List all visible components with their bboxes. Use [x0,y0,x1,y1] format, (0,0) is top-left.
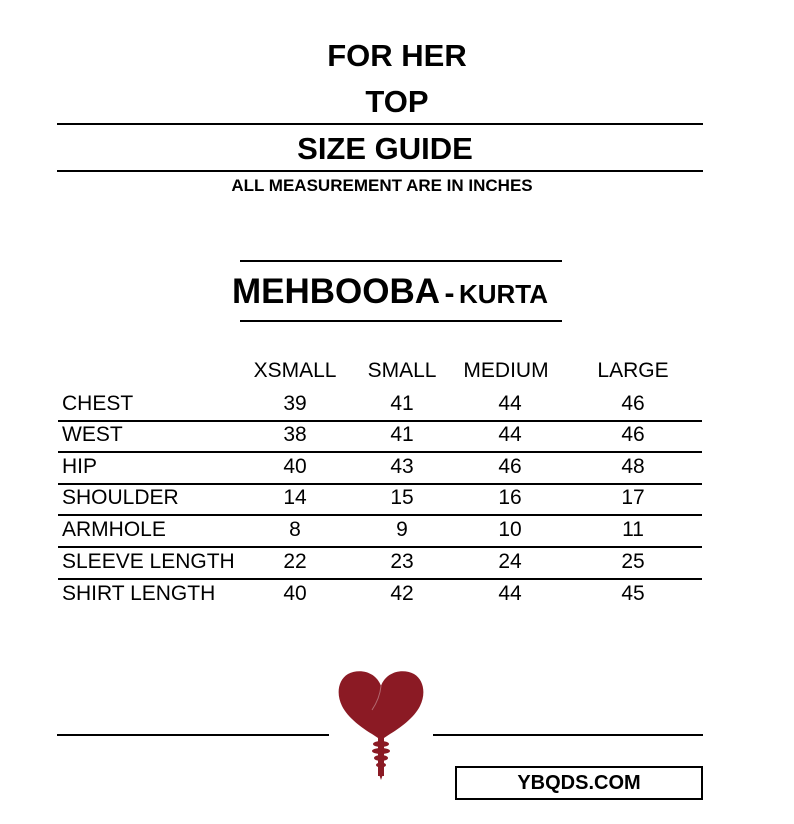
cell-small: 15 [390,486,414,509]
row-label: WEST [62,423,123,446]
website-label: YBQDS.COM [455,766,703,800]
row-label: SHIRT LENGTH [62,582,216,605]
cell-medium: 24 [498,550,522,573]
cell-small: 43 [390,455,414,478]
cell-large: 11 [622,518,644,541]
product-separator: - [444,277,455,310]
table-row [58,389,702,422]
product-name: MEHBOOBA [231,272,441,311]
header-line-for-her: FOR HER [327,38,467,73]
measurement-note: ALL MEASUREMENT ARE IN INCHES [231,176,533,195]
table-row [58,547,702,580]
column-header-xsmall: XSMALL [253,359,337,382]
column-header-medium: MEDIUM [463,359,549,382]
cell-medium: 44 [498,582,522,605]
divider-product-top [240,260,562,262]
cell-small: 42 [390,582,414,605]
row-label: CHEST [62,392,134,415]
footer-divider-left [57,734,329,736]
cell-medium: 44 [498,392,522,415]
table-row [58,483,702,516]
row-label: HIP [62,455,98,478]
table-row [58,420,702,453]
page-title: SIZE GUIDE [297,131,473,166]
divider-top [57,123,703,125]
row-label: ARMHOLE [62,518,166,541]
cell-large: 48 [621,455,645,478]
cell-medium: 16 [498,486,522,509]
column-header-large: LARGE [597,359,669,382]
cell-large: 45 [621,582,645,605]
row-label: SLEEVE LENGTH [62,550,235,573]
cell-xsmall: 38 [283,423,307,446]
row-label: SHOULDER [62,486,179,509]
cell-xsmall: 8 [289,518,301,541]
cell-small: 9 [396,518,408,541]
cell-xsmall: 14 [283,486,307,509]
footer-divider-right [433,734,703,736]
column-header-small: SMALL [367,359,437,382]
cell-large: 46 [621,423,645,446]
cell-small: 41 [390,392,414,415]
cell-medium: 46 [498,455,522,478]
cell-large: 25 [621,550,645,573]
header-line-top: TOP [365,84,429,119]
divider-product-bottom [240,320,562,322]
table-row [58,452,702,485]
table-row [58,579,702,610]
cell-xsmall: 39 [283,392,307,415]
cell-large: 17 [621,486,645,509]
cell-xsmall: 40 [283,455,307,478]
table-row [58,515,702,548]
cell-small: 23 [390,550,414,573]
cell-xsmall: 22 [283,550,307,573]
cell-xsmall: 40 [283,582,307,605]
cell-medium: 10 [498,518,522,541]
cell-medium: 44 [498,423,522,446]
product-heading [0,272,780,312]
cell-small: 41 [390,423,414,446]
divider-under-title [57,170,703,172]
heart-logo-icon [336,668,426,783]
product-type: KURTA [458,279,549,309]
cell-large: 46 [621,392,645,415]
